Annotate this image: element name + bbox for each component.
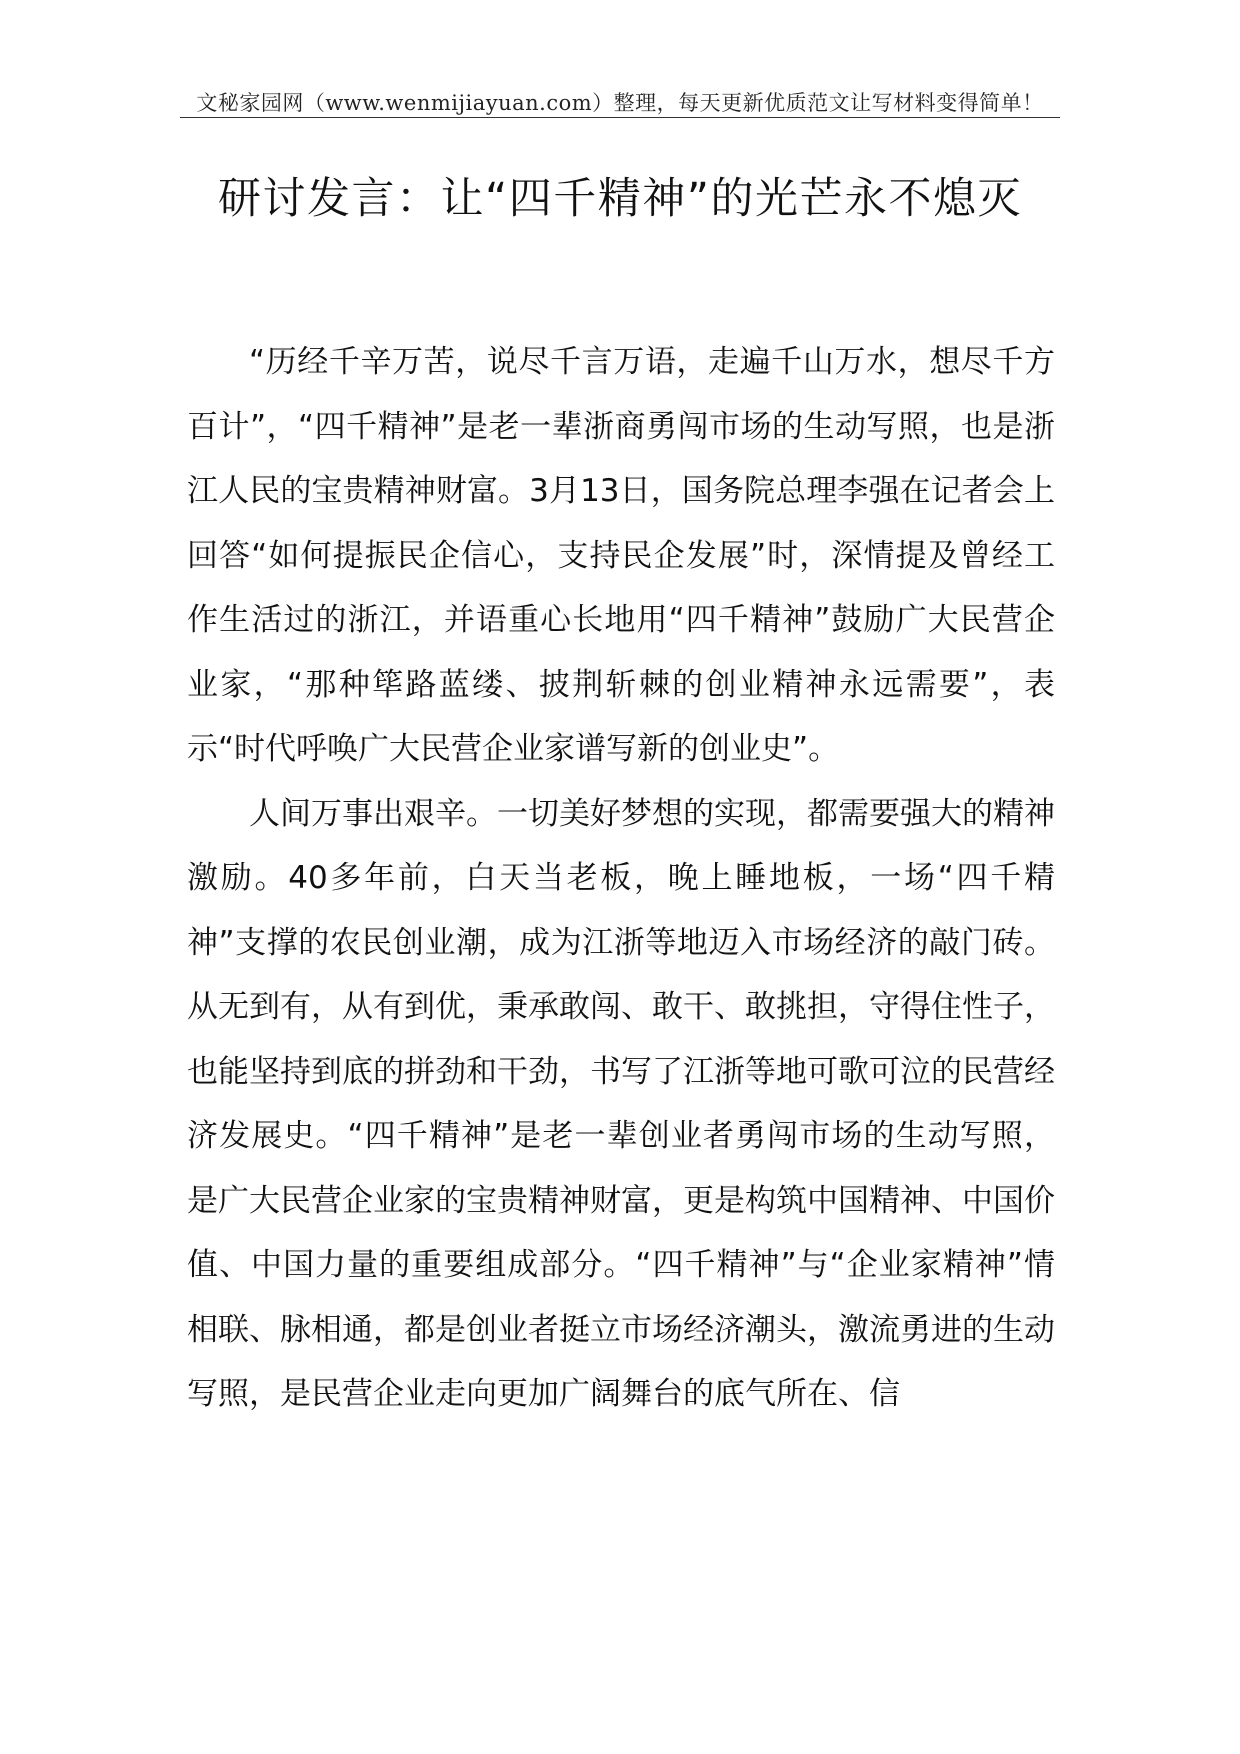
header-divider [180, 117, 1060, 118]
document-body [187, 330, 1055, 1427]
paragraph: “历经千辛万苦，说尽千言万语，走遍千山万水，想尽千方百计”，“四千精神”是老一辈浙商勇闯市场的生动写照，也是浙江人民的宝贵精神财富。3月13日，国务院总理李强在记者会上回答“如何提振民企信心，支持民企发展”时，深情提及曾经工作生活过的浙江，并语重心长地用“四千精神”鼓励广大民营企业家，“那种筚路蓝缕、披荆斩棘的创业精神永远需要”，表示“时代呼唤广大民营企业家谱写新的创业史”。 [187, 344, 1055, 767]
paragraph: 人间万事出艰辛。一切美好梦想的实现，都需要强大的精神激励。40多年前，白天当老板，晚上睡地板，一场“四千精神”支撑的农民创业潮，成为江浙等地迈入市场经济的敲门砖。从无到有，从有到优，秉承敢闯、敢干、敢挑担，守得住性子，也能坚持到底的拼劲和干劲，书写了江浙等地可歌可泣的民营经济发展史。“四千精神”是老一辈创业者勇闯市场的生动写照，是广大民营企业家的宝贵精神财富，更是构筑中国精神、中国价值、中国力量的重要组成部分。“四千精神”与“企业家精神”情相联、脉相通，都是创业者挺立市场经济潮头，激流勇进的生动写照，是民营企业走向更加广阔舞台的底气所在、信 [187, 795, 1055, 1412]
document-title: 研讨发言：让“四千精神”的光芒永不熄灭 [217, 174, 1023, 224]
page-header: 文秘家园网（www.wenmijiayuan.com）整理，每天更新优质范文让写材料变得简单！ [196, 91, 1044, 115]
